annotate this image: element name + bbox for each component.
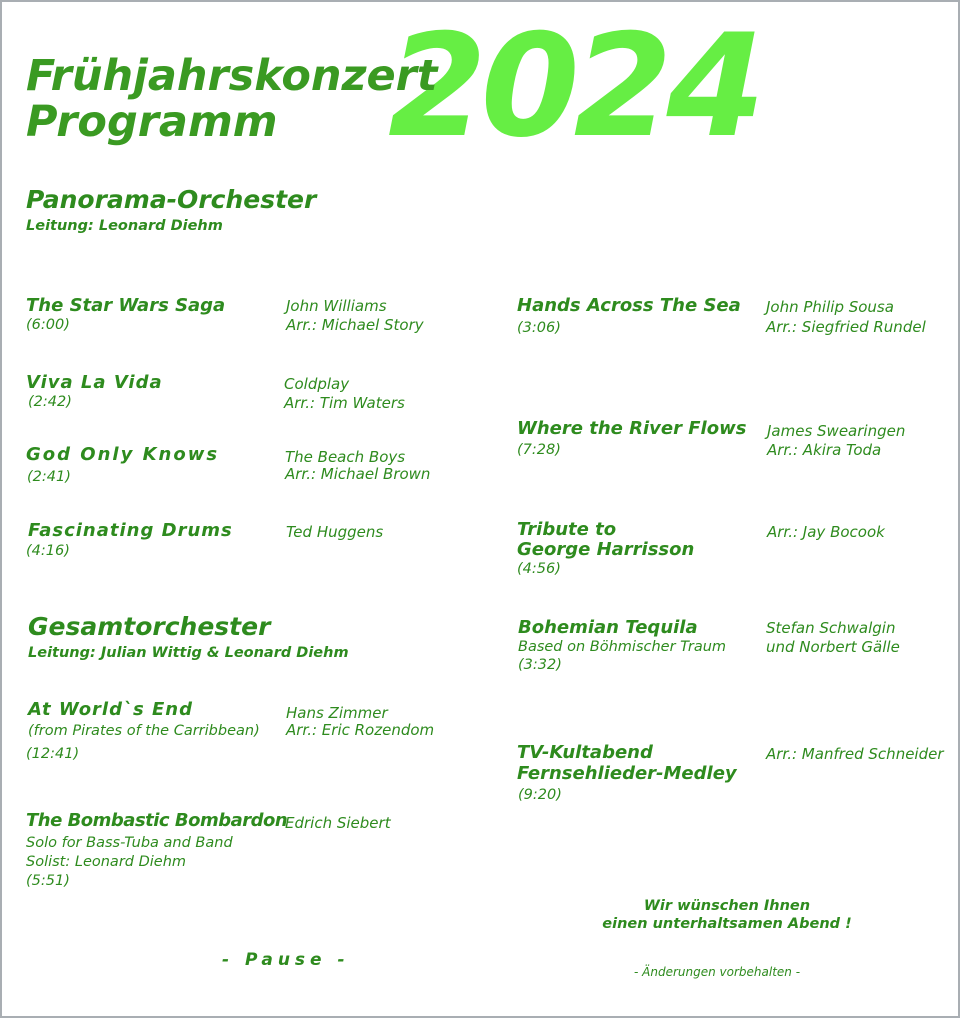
piece-subtitle: Based on Böhmischer Traum <box>518 639 727 655</box>
piece-composer: The Beach Boys <box>285 448 406 466</box>
section-title-panorama: Panorama-Orchester <box>26 185 317 214</box>
closing-wish <box>587 897 867 933</box>
piece-title: God Only Knows <box>26 444 220 465</box>
piece-arranger: Arr.: Michael Story <box>286 316 424 334</box>
piece-subtitle: Solo for Bass-Tuba and Band <box>26 835 233 851</box>
piece-title: Fascinating Drums <box>28 520 233 541</box>
year-heading: 2024 <box>388 4 760 169</box>
closing-wish-line2: einen unterhaltsamen Abend ! <box>602 916 852 932</box>
piece-duration: (3:32) <box>518 657 562 673</box>
piece-arranger: Arr.: Siegfried Rundel <box>766 318 926 336</box>
piece-arranger: Arr.: Jay Bocook <box>767 523 885 541</box>
concert-title: Frühjahrskonzert <box>26 51 438 101</box>
piece-arranger: Arr.: Tim Waters <box>284 394 405 412</box>
piece-arranger: Arr.: Eric Rozendom <box>286 721 435 739</box>
section-title-gesamt: Gesamtorchester <box>28 612 271 641</box>
piece-title-line1: TV-Kultabend <box>517 742 653 763</box>
piece-composer: James Swearingen <box>767 422 906 440</box>
piece-duration: (9:20) <box>518 787 562 803</box>
closing-wish-line1: Wir wünschen Ihnen <box>643 898 811 914</box>
piece-composer: Stefan Schwalgin <box>766 619 896 637</box>
piece-duration: (12:41) <box>26 746 80 762</box>
piece-title: Bohemian Tequila <box>518 617 698 638</box>
piece-subtitle: (from Pirates of the Carribbean) <box>28 723 260 739</box>
piece-composer: John Williams <box>286 297 387 315</box>
piece-title: Viva La Vida <box>26 372 163 393</box>
piece-composer: Coldplay <box>284 375 350 393</box>
pause-label: - Pause - <box>222 950 350 970</box>
piece-duration: (6:00) <box>26 317 70 333</box>
piece-duration: (2:41) <box>27 469 71 485</box>
piece-title-line2: Fernsehlieder-Medley <box>517 763 737 784</box>
piece-duration: (7:28) <box>517 442 561 458</box>
program-title: Programm <box>26 97 278 147</box>
piece-composer-2: und Norbert Gälle <box>766 638 900 656</box>
piece-composer: John Philip Sousa <box>766 298 894 316</box>
changes-note: - Änderungen vorbehalten - <box>634 965 801 979</box>
piece-composer: Edrich Siebert <box>285 814 391 832</box>
section-leader-panorama: Leitung: Leonard Diehm <box>26 218 223 234</box>
piece-duration: (3:06) <box>517 320 561 336</box>
section-leader-gesamt: Leitung: Julian Wittig & Leonard Diehm <box>28 645 349 661</box>
piece-composer: Hans Zimmer <box>286 704 388 722</box>
piece-title: At World`s End <box>28 699 193 720</box>
piece-duration: (2:42) <box>28 394 72 410</box>
piece-title: The Star Wars Saga <box>26 295 226 316</box>
piece-title: The Bombastic Bombardon <box>26 810 288 831</box>
piece-duration: (4:56) <box>517 561 561 577</box>
piece-arranger: Arr.: Akira Toda <box>767 441 882 459</box>
piece-title: Hands Across The Sea <box>517 295 741 316</box>
piece-composer: Ted Huggens <box>286 523 384 541</box>
piece-title-line2: George Harrisson <box>517 539 695 560</box>
piece-soloist: Solist: Leonard Diehm <box>26 854 187 870</box>
piece-duration: (4:16) <box>26 543 70 559</box>
piece-title: Where the River Flows <box>517 418 747 439</box>
piece-duration: (5:51) <box>26 873 70 889</box>
piece-arranger: Arr.: Michael Brown <box>285 465 431 483</box>
piece-arranger: Arr.: Manfred Schneider <box>766 745 944 763</box>
piece-title-line1: Tribute to <box>517 519 617 540</box>
